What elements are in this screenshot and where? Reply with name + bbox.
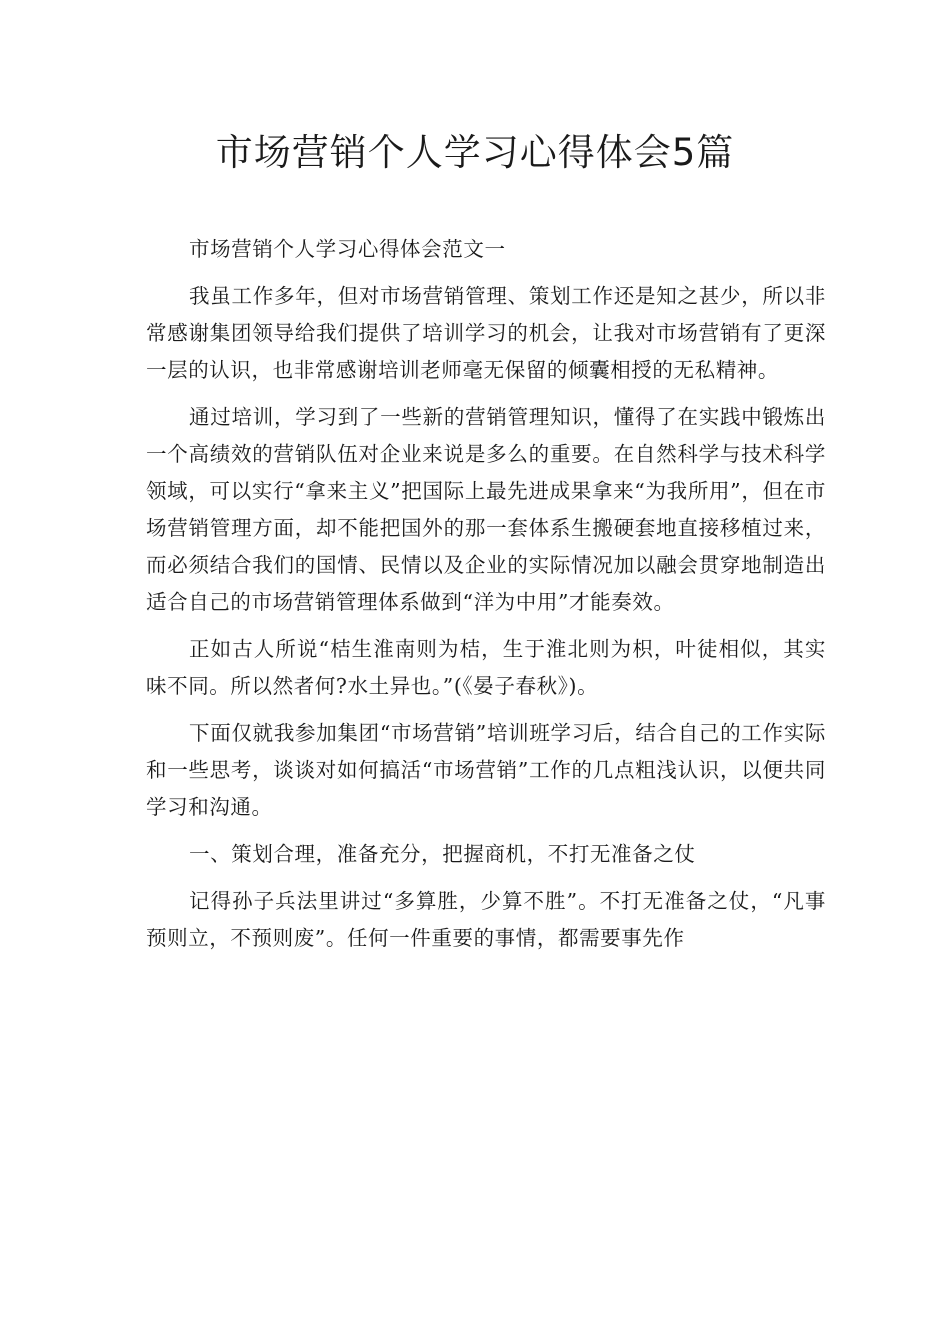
section-heading-one: 一、策划合理，准备充分，把握商机，不打无准备之仗: [189, 842, 696, 866]
paragraph: 下面仅就我参加集团“市场营销”培训班学习后，结合自己的工作实际和一些思考，谈谈对如何搞活“市场营销”工作的几点粗浅认识，以便共同学习和沟通。: [146, 721, 826, 819]
paragraph: 通过培训，学习到了一些新的营销管理知识，懂得了在实践中锻炼出一个高绩效的营销队伍对企业来说是多么的重要。在自然科学与技术科学领域，可以实行“拿来主义”把国际上最先进成果拿来“为我所用”，但在市场营销管理方面，却不能把国外的那一套体系生搬硬套地直接移植过来，而必须结合我们的国情、民情以及企业的实际情况加以融会贯穿地制造出适合自己的市场营销管理体系做到“洋为中用”才能奏效。: [146, 405, 826, 614]
section-heading-sample-one: 市场营销个人学习心得体会范文一: [189, 237, 506, 261]
paragraph: 记得孙子兵法里讲过“多算胜，少算不胜”。不打无准备之仗，“凡事预则立，不预则废”。任何一件重要的事情，都需要事先作: [146, 889, 826, 950]
document-title: 市场营销个人学习心得体会5篇: [215, 131, 735, 174]
paragraph: 正如古人所说“桔生淮南则为桔，生于淮北则为枳，叶徒相似，其实味不同。所以然者何?水土异也。”(《晏子春秋》)。: [146, 637, 826, 698]
document-body: [146, 231, 826, 957]
paragraph: 我虽工作多年，但对市场营销管理、策划工作还是知之甚少，所以非常感谢集团领导给我们提供了培训学习的机会，让我对市场营销有了更深一层的认识，也非常感谢培训老师毫无保留的倾囊相授的无私精神。: [146, 284, 826, 382]
